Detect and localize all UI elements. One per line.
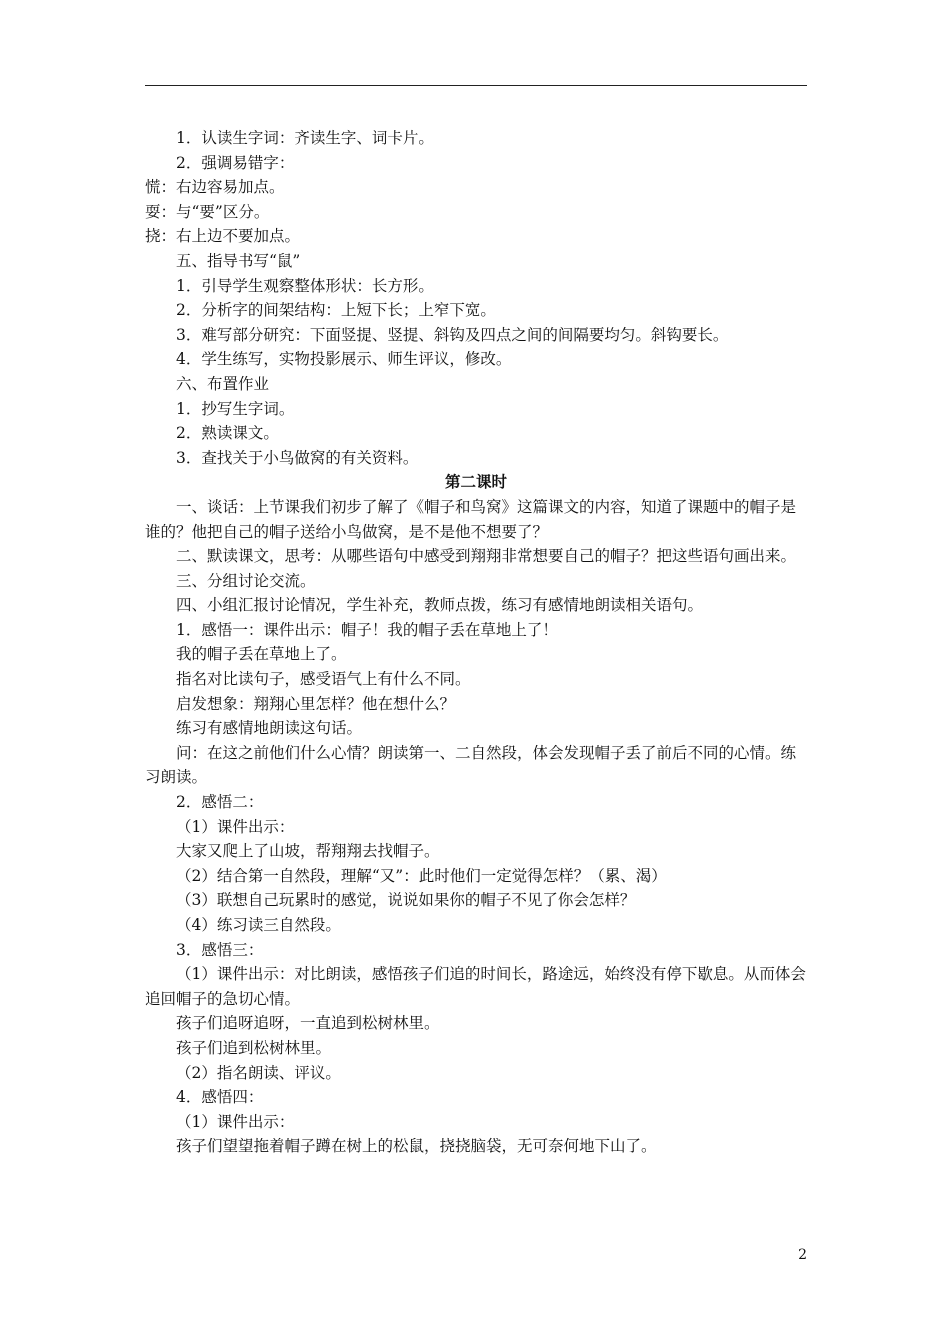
paragraph: 挠：右上边不要加点。	[145, 227, 301, 246]
paragraph: 孩子们追呀追呀，一直追到松树林里。	[176, 1014, 440, 1033]
paragraph: 1．引导学生观察整体形状：长方形。	[176, 276, 434, 295]
paragraph: 4．感悟四：	[176, 1088, 264, 1107]
paragraph: 三、分组讨论交流。	[176, 571, 316, 590]
paragraph: （1）课件出示：对比朗读，感悟孩子们追的时间长，路途远，始终没有停下歇息。从而体会追回帽子的急切心情。	[145, 965, 806, 1008]
header-rule	[145, 85, 807, 86]
paragraph: 耍：与“要”区分。	[145, 202, 270, 221]
paragraph: 问：在这之前他们什么心情？朗读第一、二自然段，体会发现帽子丢了前后不同的心情。练习朗读。	[145, 743, 797, 787]
paragraph: 四、小组汇报讨论情况，学生补充，教师点拨，练习有感情地朗读相关语句。	[176, 596, 704, 615]
paragraph: 2．强调易错字：	[176, 153, 295, 172]
section-heading: 第二课时	[444, 472, 507, 492]
paragraph: （1）课件出示：	[176, 1112, 295, 1131]
paragraph: 4．学生练写，实物投影展示、师生评议，修改。	[176, 350, 512, 369]
paragraph: 我的帽子丢在草地上了。	[176, 645, 347, 664]
paragraph: 指名对比读句子，感受语气上有什么不同。	[176, 670, 471, 689]
paragraph: 孩子们追到松树林里。	[176, 1038, 332, 1057]
paragraph: 练习有感情地朗读这句话。	[176, 719, 363, 738]
paragraph: （3）联想自己玩累时的感觉，说说如果你的帽子不见了你会怎样？	[176, 891, 636, 910]
paragraph: （2）结合第一自然段，理解“又”：此时他们一定觉得怎样？（累、渴）	[176, 866, 667, 885]
paragraph: 2．分析字的间架结构：上短下长；上窄下宽。	[176, 301, 496, 320]
paragraph: 3．难写部分研究：下面竖提、竖提、斜钩及四点之间的间隔要均匀。斜钩要长。	[176, 325, 729, 344]
paragraph: 孩子们望望拖着帽子蹲在树上的松鼠，挠挠脑袋，无可奈何地下山了。	[176, 1137, 657, 1156]
document-body	[145, 126, 807, 1159]
paragraph: （2）指名朗读、评议。	[176, 1063, 341, 1082]
page-number: 2	[798, 1247, 807, 1263]
paragraph: 3．查找关于小鸟做窝的有关资料。	[176, 448, 419, 467]
paragraph: 五、指导书写“鼠”	[176, 251, 301, 270]
paragraph: 2．感悟二：	[176, 793, 264, 812]
paragraph: 六、布置作业	[176, 374, 270, 393]
paragraph: 1．抄写生字词。	[176, 399, 295, 418]
paragraph: 一、谈话：上节课我们初步了解了《帽子和鸟窝》这篇课文的内容，知道了课题中的帽子是谁的？他把自己的帽子送给小鸟做窝，是不是他不想要了？	[145, 497, 797, 541]
paragraph: 大家又爬上了山坡，帮翔翔去找帽子。	[176, 842, 440, 861]
paragraph: 二、默读课文，思考：从哪些语句中感受到翔翔非常想要自己的帽子？把这些语句画出来。	[176, 547, 797, 566]
paragraph: 慌：右边容易加点。	[145, 178, 285, 197]
paragraph: 1．认读生字词：齐读生字、词卡片。	[176, 129, 434, 147]
paragraph: 启发想象：翔翔心里怎样？他在想什么？	[176, 694, 456, 713]
paragraph: 1．感悟一：课件出示：帽子！我的帽子丢在草地上了！	[176, 620, 558, 639]
paragraph: （1）课件出示：	[176, 817, 295, 836]
paragraph: （4）练习读三自然段。	[176, 916, 341, 934]
paragraph: 3．感悟三：	[176, 940, 264, 959]
paragraph: 2．熟读课文。	[176, 424, 279, 443]
